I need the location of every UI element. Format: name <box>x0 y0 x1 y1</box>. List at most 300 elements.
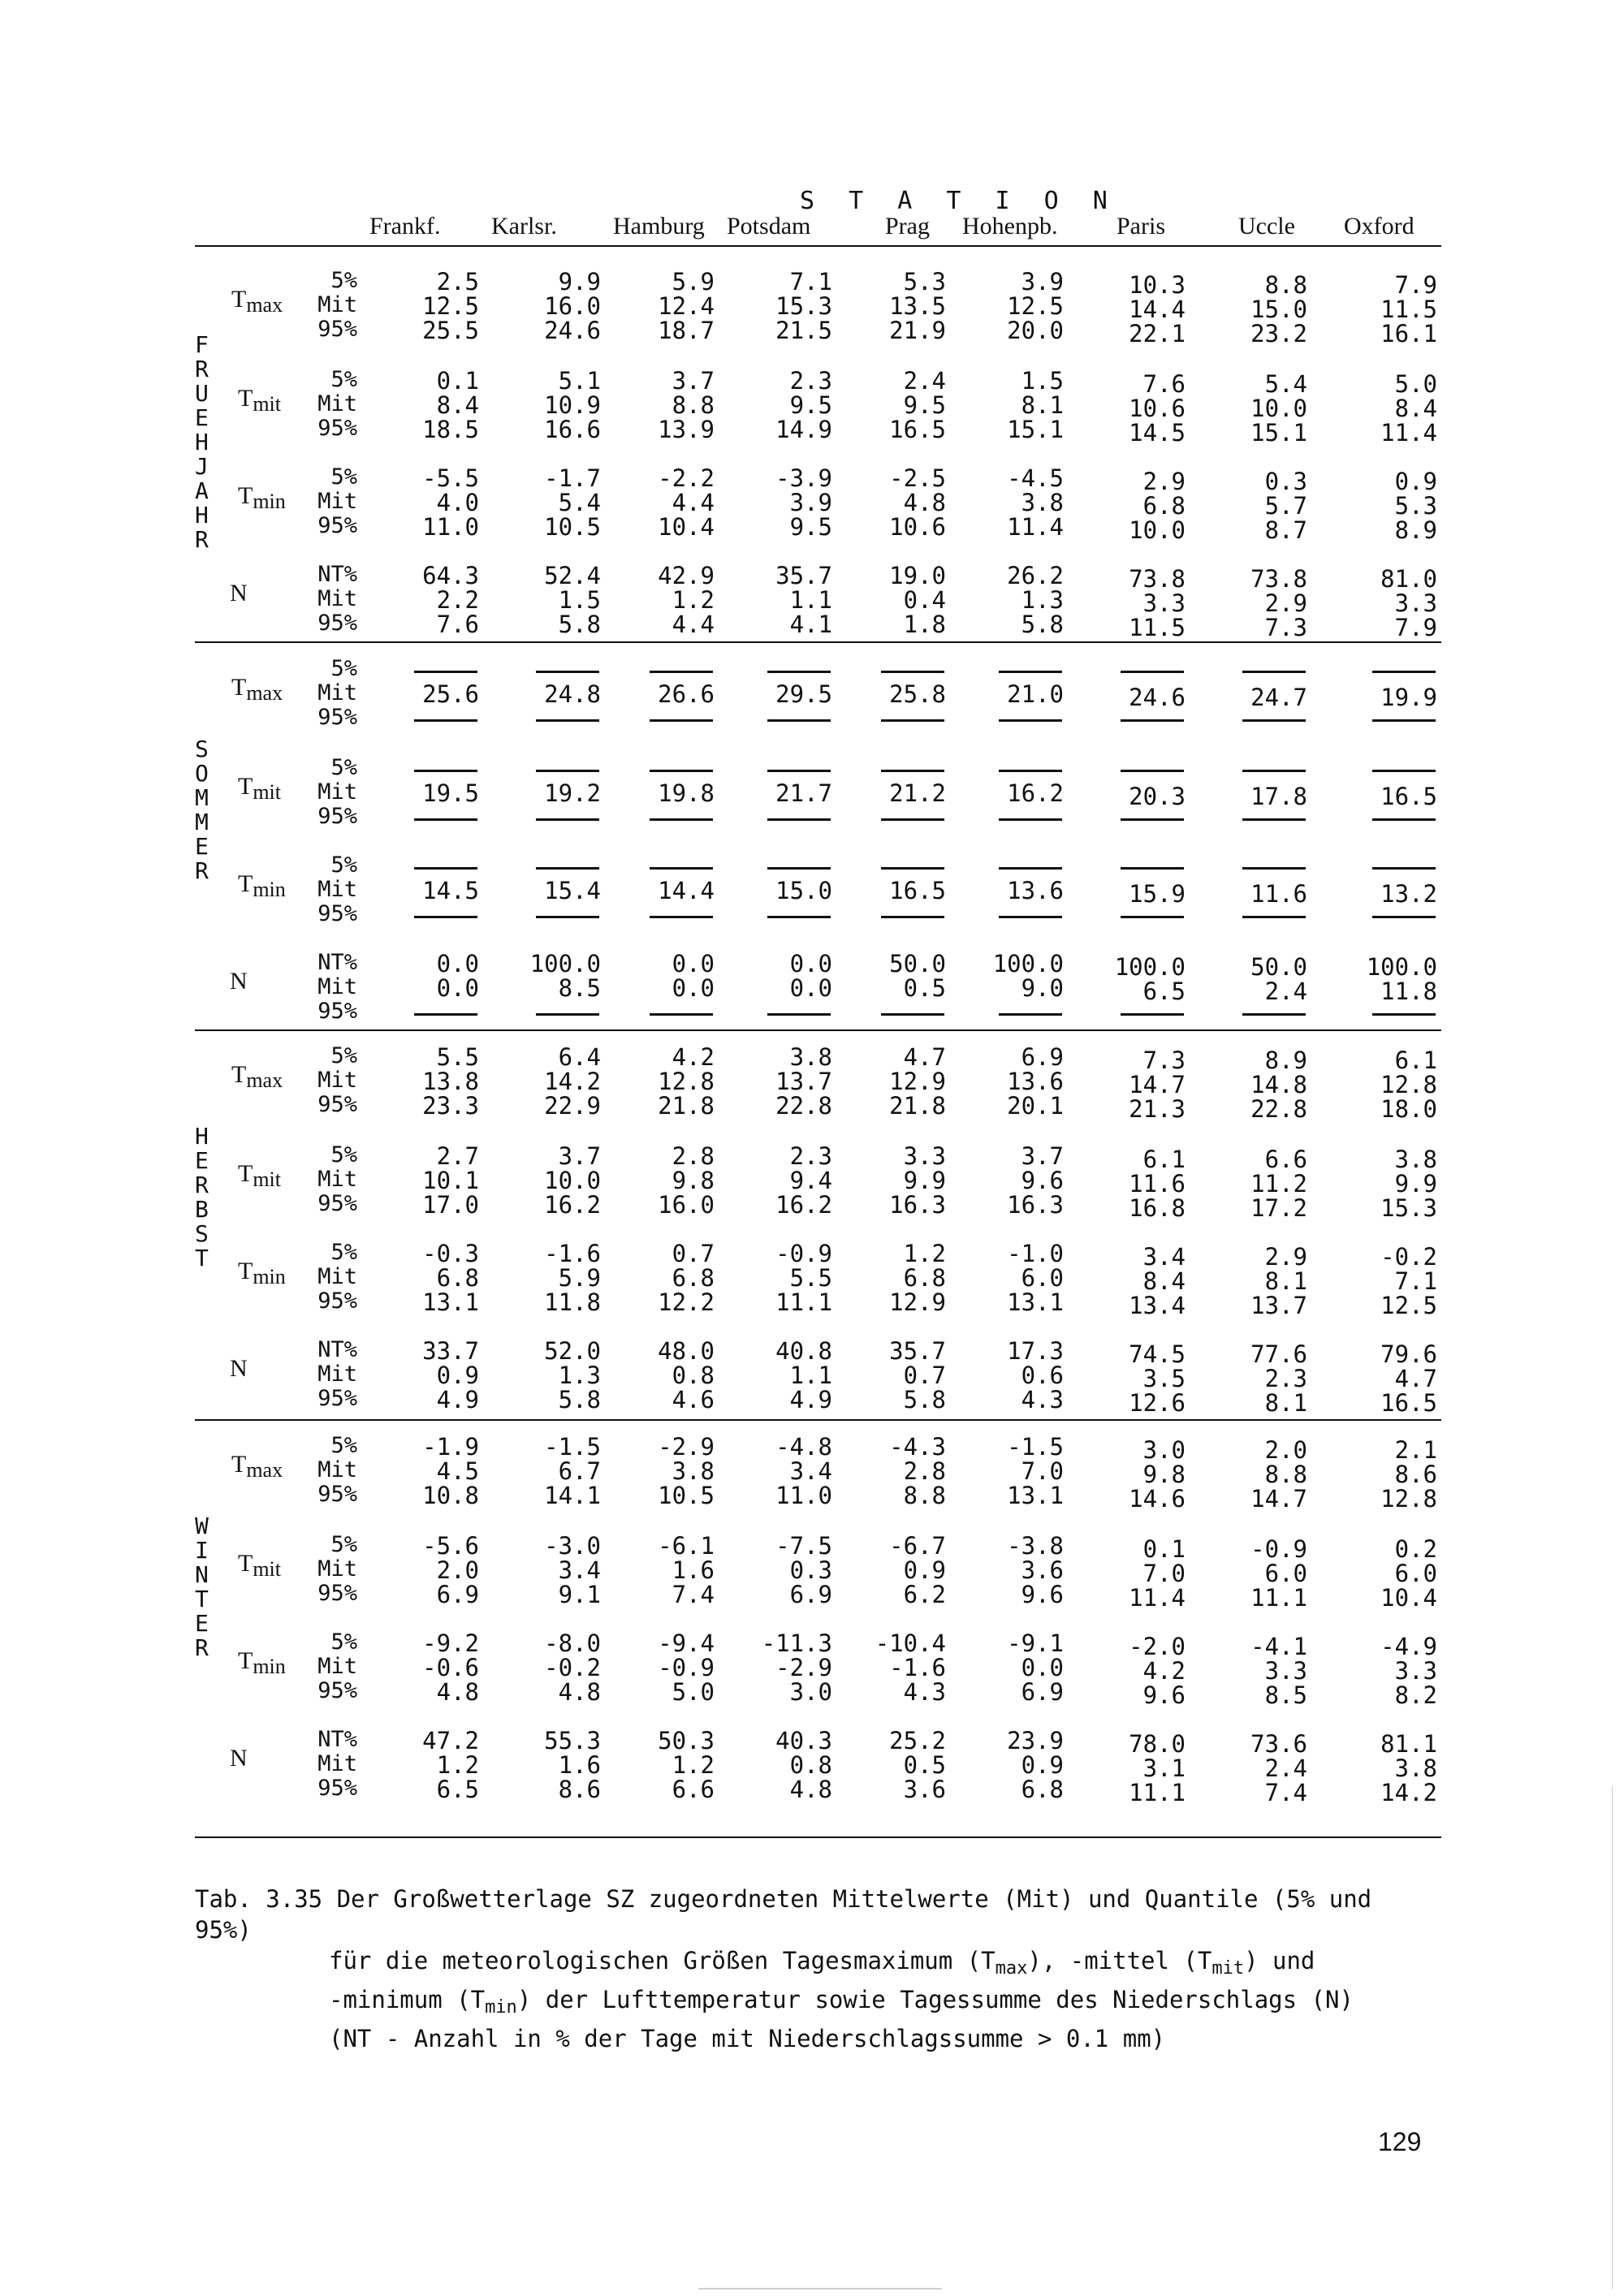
table-cell: 16.0 <box>544 292 601 320</box>
table-cell: 17.3 <box>1007 1337 1064 1365</box>
empty-cell-dash <box>881 1013 944 1016</box>
stat-label: Mit <box>317 1556 357 1582</box>
table-cell: 21.5 <box>775 317 832 344</box>
scan-edge-line <box>1612 1786 1613 2290</box>
table-cell: 10.4 <box>658 513 715 541</box>
table-cell: 14.7 <box>1129 1071 1186 1098</box>
table-cell: 0.4 <box>903 586 946 614</box>
table-cell: 1.6 <box>558 1751 601 1779</box>
table-cell: 14.9 <box>775 416 832 443</box>
scan-bottom-line <box>698 2288 942 2290</box>
table-cell: 2.9 <box>1142 468 1186 495</box>
stat-label: Mit <box>317 1264 357 1289</box>
table-cell: 0.0 <box>672 950 715 978</box>
table-cell: 9.6 <box>1021 1581 1064 1608</box>
empty-cell-dash <box>1372 770 1436 772</box>
table-cell: 0.0 <box>436 950 479 978</box>
table-cell: 10.0 <box>544 1167 601 1194</box>
empty-cell-dash <box>767 818 831 821</box>
table-cell: 7.9 <box>1394 614 1437 641</box>
table-cell: 2.0 <box>436 1556 479 1584</box>
station-header-8: Oxford <box>1344 213 1415 240</box>
table-cell: 6.9 <box>1021 1678 1064 1706</box>
stat-label: NT% <box>317 562 357 587</box>
empty-cell-dash <box>881 818 944 821</box>
table-cell: 6.8 <box>1021 1776 1064 1803</box>
table-cell: 9.6 <box>1021 1167 1064 1194</box>
table-cell: 16.5 <box>889 877 946 904</box>
table-cell: 15.4 <box>544 877 601 904</box>
table-cell: 21.7 <box>775 779 832 807</box>
stat-label: Mit <box>317 974 357 999</box>
table-cell: 78.0 <box>1129 1730 1186 1758</box>
table-cell: 73.8 <box>1129 565 1186 593</box>
table-cell: 35.7 <box>775 562 832 589</box>
table-cell: 3.8 <box>789 1043 832 1071</box>
table-cell: 3.0 <box>1142 1436 1186 1464</box>
table-cell: -3.8 <box>1007 1532 1064 1560</box>
stat-label: 95% <box>317 1678 357 1703</box>
stat-label: 5% <box>330 1043 357 1068</box>
table-cell: 5.4 <box>1264 370 1307 398</box>
variable-label: $T_{max}$ <box>231 674 283 705</box>
empty-cell-dash <box>999 867 1062 870</box>
table-cell: 4.8 <box>903 489 946 516</box>
table-cell: -5.5 <box>422 464 479 492</box>
table-cell: 5.8 <box>1021 611 1064 638</box>
empty-cell-dash <box>536 671 599 673</box>
table-cell: 0.0 <box>1021 1654 1064 1681</box>
empty-cell-dash <box>414 671 477 673</box>
table-cell: 14.6 <box>1129 1485 1186 1513</box>
table-cell: 11.0 <box>422 513 479 541</box>
table-cell: 18.0 <box>1380 1095 1437 1123</box>
table-cell: 3.7 <box>558 1142 601 1170</box>
stat-label: 95% <box>317 999 357 1024</box>
table-cell: -4.5 <box>1007 464 1064 492</box>
table-cell: -0.9 <box>775 1240 832 1267</box>
table-cell: -3.0 <box>544 1532 601 1560</box>
empty-cell-dash <box>1372 916 1436 918</box>
table-cell: 3.4 <box>789 1457 832 1485</box>
stat-label: Mit <box>317 1068 357 1093</box>
table-cell: 24.7 <box>1250 684 1307 711</box>
table-cell: 1.2 <box>903 1240 946 1267</box>
table-cell: 3.0 <box>789 1678 832 1706</box>
table-cell: -2.0 <box>1129 1633 1186 1660</box>
stat-label: 5% <box>330 367 357 392</box>
table-cell: 1.5 <box>558 586 601 614</box>
table-cell: 14.5 <box>422 877 479 904</box>
table-cell: 7.3 <box>1264 614 1307 641</box>
table-cell: 4.8 <box>558 1678 601 1706</box>
season-label-fruehjahr: F R U E H J A H R <box>195 331 209 553</box>
empty-cell-dash <box>999 671 1062 673</box>
table-cell: 5.3 <box>1394 492 1437 520</box>
table-cell: 5.1 <box>558 367 601 395</box>
table-cell: 2.0 <box>1264 1436 1307 1464</box>
table-cell: 11.4 <box>1007 513 1064 541</box>
table-cell: -11.3 <box>761 1629 832 1657</box>
table-cell: 3.8 <box>672 1457 715 1485</box>
table-cell: 13.7 <box>775 1068 832 1095</box>
table-cell: 8.6 <box>558 1776 601 1803</box>
table-cell: 16.3 <box>1007 1191 1064 1219</box>
season-rule <box>195 1419 1441 1421</box>
table-cell: 4.7 <box>1394 1365 1437 1392</box>
stat-label: 5% <box>330 1433 357 1458</box>
page-number: 129 <box>1378 2127 1422 2156</box>
station-header-6: Paris <box>1116 213 1165 240</box>
table-cell: 0.1 <box>1142 1535 1186 1563</box>
table-cell: 18.5 <box>422 416 479 443</box>
table-cell: 13.7 <box>1250 1292 1307 1319</box>
table-cell: 15.3 <box>775 292 832 320</box>
empty-cell-dash <box>767 719 831 722</box>
empty-cell-dash <box>1372 867 1436 870</box>
table-cell: -1.6 <box>544 1240 601 1267</box>
stat-label: Mit <box>317 489 357 514</box>
stat-label: 95% <box>317 611 357 636</box>
stat-label: NT% <box>317 1337 357 1362</box>
table-cell: 42.9 <box>658 562 715 589</box>
table-cell: 33.7 <box>422 1337 479 1365</box>
table-cell: 6.8 <box>672 1264 715 1292</box>
table-cell: 8.1 <box>1264 1267 1307 1295</box>
table-cell: 8.8 <box>1264 271 1307 299</box>
stat-label: 5% <box>330 656 357 681</box>
table-cell: 14.4 <box>658 877 715 904</box>
table-cell: 2.9 <box>1264 589 1307 617</box>
table-cell: 16.2 <box>544 1191 601 1219</box>
stat-label: 5% <box>330 755 357 780</box>
table-cell: 3.9 <box>789 489 832 516</box>
table-cell: 0.1 <box>436 367 479 395</box>
table-cell: 9.1 <box>558 1581 601 1608</box>
table-cell: 10.9 <box>544 391 601 419</box>
stat-label: Mit <box>317 391 357 416</box>
table-cell: 13.4 <box>1129 1292 1186 1319</box>
table-cell: 1.3 <box>1021 586 1064 614</box>
table-cell: 73.8 <box>1250 565 1307 593</box>
empty-cell-dash <box>1121 916 1184 918</box>
empty-cell-dash <box>1372 671 1436 673</box>
variable-label: $T_{mit}$ <box>238 1550 281 1581</box>
table-cell: 14.5 <box>1129 419 1186 447</box>
table-cell: 7.0 <box>1021 1457 1064 1485</box>
table-cell: 11.6 <box>1129 1170 1186 1198</box>
stat-label: 95% <box>317 705 357 730</box>
table-cell: 14.2 <box>1380 1779 1437 1806</box>
table-cell: 21.2 <box>889 779 946 807</box>
table-cell: 6.9 <box>789 1581 832 1608</box>
table-cell: 3.3 <box>903 1142 946 1170</box>
empty-cell-dash <box>1121 719 1184 722</box>
table-cell: 11.5 <box>1129 614 1186 641</box>
table-cell: -1.0 <box>1007 1240 1064 1267</box>
table-cell: 5.3 <box>903 268 946 296</box>
table-cell: -3.9 <box>775 464 832 492</box>
table-cell: -4.9 <box>1380 1633 1437 1660</box>
table-cell: 8.1 <box>1021 391 1064 419</box>
empty-cell-dash <box>767 671 831 673</box>
table-cell: -0.3 <box>422 1240 479 1267</box>
table-cell: 40.3 <box>775 1727 832 1754</box>
stat-label: 95% <box>317 513 357 538</box>
stat-label: 95% <box>317 1581 357 1606</box>
table-cell: 2.8 <box>903 1457 946 1485</box>
table-cell: 11.2 <box>1250 1170 1307 1198</box>
table-cell: -4.8 <box>775 1433 832 1461</box>
table-cell: 8.4 <box>1394 395 1437 422</box>
table-cell: 0.9 <box>1394 468 1437 495</box>
table-cell: 12.5 <box>1380 1292 1437 1319</box>
table-cell: 2.4 <box>1264 1754 1307 1782</box>
table-cell: 6.8 <box>903 1264 946 1292</box>
table-cell: 12.5 <box>1007 292 1064 320</box>
stat-label: 95% <box>317 416 357 441</box>
table-cell: 16.2 <box>1007 779 1064 807</box>
table-cell: 50.0 <box>889 950 946 978</box>
table-cell: 24.6 <box>544 317 601 344</box>
table-cell: -2.5 <box>889 464 946 492</box>
table-cell: 22.9 <box>544 1092 601 1120</box>
empty-cell-dash <box>881 916 944 918</box>
table-cell: 16.5 <box>889 416 946 443</box>
stat-label: Mit <box>317 1457 357 1482</box>
table-cell: 7.6 <box>436 611 479 638</box>
table-cell: 74.5 <box>1129 1340 1186 1368</box>
table-cell: 15.3 <box>1380 1194 1437 1222</box>
empty-cell-dash <box>1242 770 1306 772</box>
table-cell: 9.8 <box>672 1167 715 1194</box>
table-cell: 12.9 <box>889 1068 946 1095</box>
empty-cell-dash <box>881 867 944 870</box>
table-cell: 3.4 <box>558 1556 601 1584</box>
table-cell: 10.1 <box>422 1167 479 1194</box>
table-cell: 6.2 <box>903 1581 946 1608</box>
table-cell: 20.1 <box>1007 1092 1064 1120</box>
stat-label: Mit <box>317 680 357 706</box>
table-cell: 10.6 <box>1129 395 1186 422</box>
stat-label: 95% <box>317 1386 357 1411</box>
stat-label: Mit <box>317 877 357 902</box>
table-cell: -0.2 <box>544 1654 601 1681</box>
table-cell: 0.0 <box>789 974 832 1002</box>
table-cell: 17.0 <box>422 1191 479 1219</box>
table-cell: -4.3 <box>889 1433 946 1461</box>
empty-cell-dash <box>414 719 477 722</box>
caption-line-4: (NT - Anzahl in % der Tage mit Niederschlagssumme > 0.1 mm) <box>329 2025 1166 2052</box>
stat-label: 95% <box>317 1288 357 1314</box>
table-cell: 5.8 <box>558 1386 601 1413</box>
table-cell: 100.0 <box>1114 953 1186 981</box>
station-header-3: Potsdam <box>727 213 811 240</box>
table-cell: 9.4 <box>789 1167 832 1194</box>
table-cell: 15.9 <box>1129 880 1186 908</box>
table-cell: 8.1 <box>1264 1389 1307 1417</box>
table-cell: 1.1 <box>789 1362 832 1389</box>
empty-cell-dash <box>536 770 599 772</box>
table-cell: 11.1 <box>1250 1584 1307 1612</box>
empty-cell-dash <box>650 916 713 918</box>
table-cell: 10.4 <box>1380 1584 1437 1612</box>
table-cell: 2.2 <box>436 586 479 614</box>
empty-cell-dash <box>881 770 944 772</box>
station-header-1: Karlsr. <box>491 213 557 240</box>
table-cell: 3.4 <box>1142 1243 1186 1271</box>
table-cell: 3.7 <box>672 367 715 395</box>
table-cell: 5.0 <box>1394 370 1437 398</box>
table-cell: 11.1 <box>775 1288 832 1316</box>
table-cell: 2.3 <box>1264 1365 1307 1392</box>
table-cell: 8.9 <box>1264 1047 1307 1074</box>
empty-cell-dash <box>650 867 713 870</box>
empty-cell-dash <box>999 770 1062 772</box>
table-cell: 9.9 <box>1394 1170 1437 1198</box>
table-cell: -9.2 <box>422 1629 479 1657</box>
table-cell: 73.6 <box>1250 1730 1307 1758</box>
table-cell: 16.5 <box>1380 783 1437 810</box>
season-label-sommer: S O M M E R <box>195 736 209 884</box>
table-cell: 12.5 <box>422 292 479 320</box>
caption-line-1: Tab. 3.35 Der Großwetterlage SZ zugeordneten Mittelwerte (Mit) und Quantile (5% und 95%) <box>195 1885 1372 1944</box>
stat-label: Mit <box>317 1167 357 1192</box>
table-cell: 8.6 <box>1394 1461 1437 1488</box>
table-cell: 11.4 <box>1380 419 1437 447</box>
empty-cell-dash <box>1242 818 1306 821</box>
empty-cell-dash <box>881 719 944 722</box>
table-cell: 5.7 <box>1264 492 1307 520</box>
table-cell: 4.8 <box>789 1776 832 1803</box>
table-cell: 47.2 <box>422 1727 479 1754</box>
table-cell: 8.8 <box>1264 1461 1307 1488</box>
table-cell: 6.0 <box>1264 1560 1307 1587</box>
season-rule <box>195 1029 1441 1031</box>
empty-cell-dash <box>767 916 831 918</box>
table-cell: 26.2 <box>1007 562 1064 589</box>
table-cell: 23.3 <box>422 1092 479 1120</box>
stat-label: 95% <box>317 901 357 926</box>
table-cell: 50.3 <box>658 1727 715 1754</box>
table-cell: -0.2 <box>1380 1243 1437 1271</box>
empty-cell-dash <box>650 719 713 722</box>
table-cell: 19.0 <box>889 562 946 589</box>
table-cell: 9.5 <box>789 391 832 419</box>
table-cell: 7.1 <box>1394 1267 1437 1295</box>
table-cell: 20.0 <box>1007 317 1064 344</box>
table-cell: 7.4 <box>672 1581 715 1608</box>
table-cell: 0.2 <box>1394 1535 1437 1563</box>
table-cell: 0.0 <box>789 950 832 978</box>
stat-label: NT% <box>317 950 357 975</box>
empty-cell-dash <box>1242 867 1306 870</box>
table-cell: 19.8 <box>658 779 715 807</box>
table-cell: 4.5 <box>436 1457 479 1485</box>
table-cell: 6.0 <box>1021 1264 1064 1292</box>
empty-cell-dash <box>414 818 477 821</box>
table-cell: 10.5 <box>544 513 601 541</box>
empty-cell-dash <box>1242 916 1306 918</box>
table-cell: 21.0 <box>1007 680 1064 708</box>
table-cell: 55.3 <box>544 1727 601 1754</box>
season-rule <box>195 1836 1441 1838</box>
stat-label: 95% <box>317 1482 357 1507</box>
stat-label: 95% <box>317 804 357 829</box>
stat-label: 5% <box>330 1629 357 1655</box>
table-cell: 19.2 <box>544 779 601 807</box>
table-cell: 12.9 <box>889 1288 946 1316</box>
season-label-winter: W I N T E R <box>195 1513 209 1661</box>
table-cell: 4.2 <box>672 1043 715 1071</box>
stat-label: 95% <box>317 1776 357 1801</box>
table-cell: 11.0 <box>775 1482 832 1509</box>
table-cell: 3.3 <box>1264 1657 1307 1685</box>
table-cell: 16.5 <box>1380 1389 1437 1417</box>
variable-label: N <box>230 580 248 606</box>
table-cell: 16.6 <box>544 416 601 443</box>
empty-cell-dash <box>1242 671 1306 673</box>
table-cell: 21.9 <box>889 317 946 344</box>
table-cell: 14.7 <box>1250 1485 1307 1513</box>
table-cell: 4.0 <box>436 489 479 516</box>
table-cell: 7.4 <box>1264 1779 1307 1806</box>
table-cell: 52.0 <box>544 1337 601 1365</box>
table-cell: -7.5 <box>775 1532 832 1560</box>
table-cell: 1.2 <box>672 1751 715 1779</box>
table-cell: 16.8 <box>1129 1194 1186 1222</box>
table-cell: 2.8 <box>672 1142 715 1170</box>
table-cell: -2.2 <box>658 464 715 492</box>
table-cell: 0.7 <box>903 1362 946 1389</box>
caption-line-2: für die meteorologischen Größen Tagesmaximum $(T_{max})$, -mittel $(T_{mit})$ und <box>329 1947 1315 1979</box>
variable-label: $T_{min}$ <box>238 870 286 901</box>
table-cell: 0.9 <box>903 1556 946 1584</box>
table-cell: -9.1 <box>1007 1629 1064 1657</box>
table-cell: 24.6 <box>1129 684 1186 711</box>
table-cell: 2.9 <box>1264 1243 1307 1271</box>
table-cell: -9.4 <box>658 1629 715 1657</box>
table-cell: 5.9 <box>558 1264 601 1292</box>
stat-label: 5% <box>330 852 357 878</box>
table-cell: 13.9 <box>658 416 715 443</box>
table-cell: 8.7 <box>1264 516 1307 544</box>
season-rule <box>195 641 1441 643</box>
table-cell: 77.6 <box>1250 1340 1307 1368</box>
empty-cell-dash <box>650 770 713 772</box>
table-cell: 0.3 <box>1264 468 1307 495</box>
table-cell: 2.4 <box>1264 978 1307 1005</box>
table-cell: 13.6 <box>1007 877 1064 904</box>
table-cell: 0.8 <box>672 1362 715 1389</box>
station-header-0: Frankf. <box>369 213 441 240</box>
empty-cell-dash <box>650 818 713 821</box>
table-cell: 7.1 <box>789 268 832 296</box>
table-cell: 6.0 <box>1394 1560 1437 1587</box>
stat-label: 5% <box>330 464 357 490</box>
table-cell: -0.9 <box>1250 1535 1307 1563</box>
table-cell: 1.2 <box>672 586 715 614</box>
table-cell: 100.0 <box>529 950 601 978</box>
table-cell: 3.3 <box>1394 1657 1437 1685</box>
table-cell: 0.9 <box>1021 1751 1064 1779</box>
empty-cell-dash <box>1372 1013 1436 1016</box>
variable-label: $T_{mit}$ <box>238 385 281 416</box>
table-cell: 6.9 <box>436 1581 479 1608</box>
table-cell: 11.8 <box>544 1288 601 1316</box>
station-heading: S T A T I O N <box>800 187 1117 215</box>
table-cell: 7.6 <box>1142 370 1186 398</box>
